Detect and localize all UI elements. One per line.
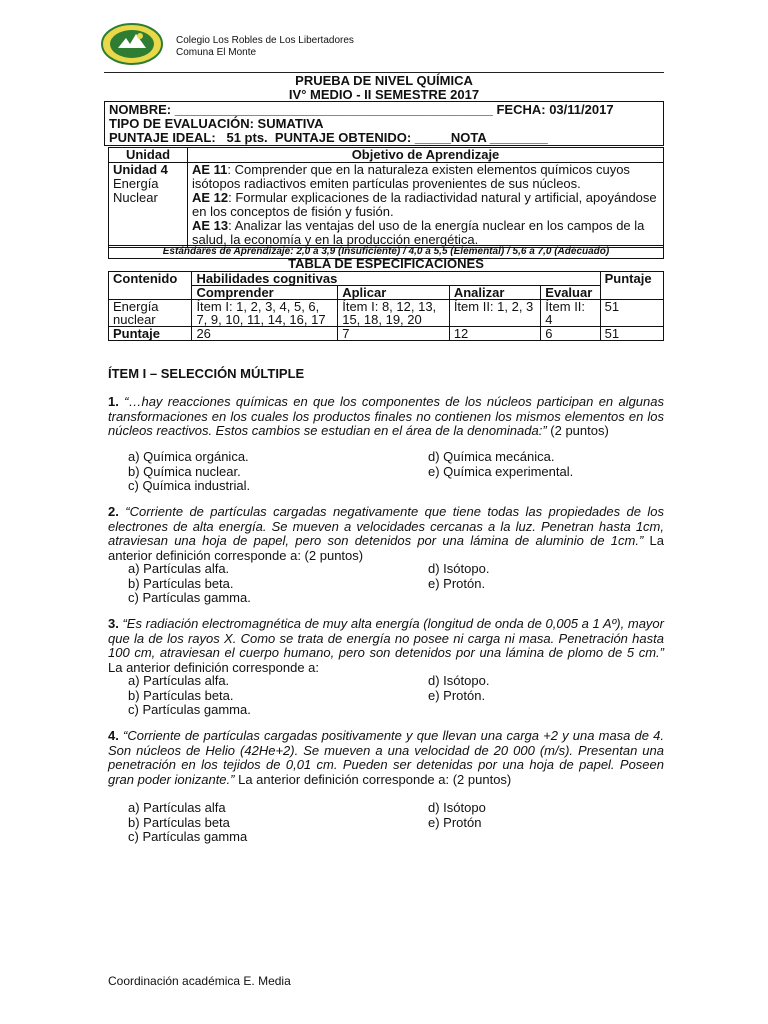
option-c[interactable]: c) Partículas gamma. <box>128 702 251 717</box>
question-1 <box>108 395 664 439</box>
school-commune: Comuna El Monte <box>176 47 257 58</box>
total-evaluar: 6 <box>541 327 600 341</box>
options-left <box>128 801 247 845</box>
question-prompt: La anterior definición corresponde a: <box>108 659 320 675</box>
option-b[interactable]: b) Partículas beta <box>128 814 230 830</box>
question-4 <box>108 729 664 787</box>
date-label: FECHA: 03/11/2017 <box>496 102 614 117</box>
unit-cell <box>109 163 188 248</box>
option-e[interactable]: e) Protón. <box>428 575 486 591</box>
option-b[interactable]: b) Partículas beta. <box>128 575 234 591</box>
option-b[interactable]: b) Partículas beta. <box>128 687 234 703</box>
unit-name-1: Energía <box>113 176 159 191</box>
ae11-text: : Comprender que en la naturaleza existen elementos químicos cuyos isótopos radiactivos emiten partículas provenientes de sus núcleos. <box>192 162 630 191</box>
objectives-cell <box>188 163 664 248</box>
exam-title: PRUEBA DE NIVEL QUÍMICA <box>295 73 473 88</box>
unit-title: Unidad 4 <box>113 162 168 177</box>
option-e[interactable]: e) Protón <box>428 814 482 830</box>
option-d[interactable]: d) Isótopo. <box>428 673 490 688</box>
school-logo <box>100 22 164 66</box>
school-info <box>176 35 354 59</box>
options-right <box>428 562 489 591</box>
objectives-header-row <box>109 148 664 163</box>
exam-subtitle: IV° MEDIO - II SEMESTRE 2017 <box>288 87 480 102</box>
question-prompt: La anterior definición corresponde a: (2 puntos) <box>234 771 512 787</box>
objectives-row <box>109 163 664 248</box>
col-contenido: Contenido <box>109 272 192 300</box>
cell-analizar: Ítem II: 1, 2, 3 <box>449 300 540 327</box>
title-block <box>104 74 664 102</box>
question-2-options <box>128 562 648 606</box>
spec-data-row <box>109 300 664 327</box>
spec-table-title: TABLA DE ESPECIFICACIONES <box>288 256 484 271</box>
col-habilidades: Habilidades cognitivas <box>192 272 600 286</box>
specifications-table <box>108 271 664 341</box>
total-aplicar: 7 <box>338 327 450 341</box>
school-name: Colegio Los Robles de Los Libertadores <box>176 35 354 46</box>
objective-ae13 <box>192 219 659 247</box>
option-c[interactable]: c) Partículas gamma. <box>128 590 251 605</box>
total-puntaje: 51 <box>600 327 663 341</box>
row-label-puntaje: Puntaje <box>109 327 192 341</box>
name-field[interactable]: ____________________________________________ <box>174 102 493 117</box>
student-info-box <box>104 101 664 146</box>
ae12-code: AE 12 <box>192 190 229 205</box>
name-row <box>109 103 659 117</box>
total-analizar: 12 <box>449 327 540 341</box>
option-d[interactable]: d) Isótopo. <box>428 561 490 576</box>
question-prompt: (2 puntos) <box>546 423 609 438</box>
question-1-options <box>128 450 648 494</box>
question-text: “…hay reacciones químicas en que los componentes de los núcleos participan en algunas transformaciones en los cuales los productos finales no contienen los mismos elementos en los núcleos reactivos. Estos cambios se estudian en el área de la denominada:” <box>108 394 664 438</box>
spec-header-row-2 <box>109 286 664 300</box>
options-right <box>428 674 489 703</box>
question-text: “Corriente de partículas cargadas positivamente y que llevan una carga +2 y una masa de 4. Son núcleos de Helio (42He+2). Se mueven a una velocidad de 20 000 (m/s). Presentan una penetración en los tejidos de 0,01 cm. Pueden ser detenidas por una hoja de papel. Poseen gran poder ionizante.” <box>108 728 664 787</box>
col-puntaje: Puntaje <box>600 272 663 300</box>
option-d[interactable]: d) Isótopo <box>428 800 486 815</box>
skill-analizar: Analizar <box>449 286 540 300</box>
question-number: 3. <box>108 616 119 631</box>
question-3-options <box>128 674 648 718</box>
item-heading: ÍTEM I – SELECCIÓN MÚLTIPLE <box>108 366 305 381</box>
learning-standards: Estándares de Aprendizaje: 2,0 a 3,9 (Insuficiente) / 4,0 a 5,5 (Elemental) / 5,6 a 7,0 (Adecuado) <box>108 245 664 259</box>
objective-ae12 <box>192 191 659 219</box>
row-label-energia: Energía nuclear <box>109 300 192 327</box>
objective-ae11 <box>192 163 659 191</box>
question-number: 4. <box>108 728 119 743</box>
objectives-table <box>108 147 664 248</box>
ae13-code: AE 13 <box>192 218 229 233</box>
skill-evaluar: Evaluar <box>541 286 600 300</box>
option-b[interactable]: b) Química nuclear. <box>128 463 241 479</box>
question-number: 2. <box>108 504 119 519</box>
unit-name-2: Nuclear <box>113 190 158 205</box>
question-text: “Es radiación electromagnética de muy alta energía (longitud de onda de 0,005 a 1 Aº), mayor que la de los rayos X. Como se trata de energía no posee ni carga ni masa. Penetración hasta 100 cm, atraviesan el cuerpo humano, pero son detenidos por una lámina de plomo de 5 cm.” <box>108 616 664 660</box>
option-a[interactable]: a) Química orgánica. <box>128 449 249 464</box>
option-e[interactable]: e) Química experimental. <box>428 463 574 479</box>
question-text: “Corriente de partículas cargadas negativamente que tiene todas las propiedades de los electrones de alta energía. Se mueven a velocidades cercanas a la luz. Penetran hasta 1cm, atraviesan una hoja de papel, pero son detenidos por una lámina de aluminio de 1cm.” <box>108 504 664 548</box>
col-objetivo: Objetivo de Aprendizaje <box>188 148 664 163</box>
ae13-text: : Analizar las ventajas del uso de la energía nuclear en los campos de la salud, la economía y en la producción energética. <box>192 218 645 247</box>
options-left <box>128 562 251 606</box>
option-a[interactable]: a) Partículas alfa <box>128 800 226 815</box>
name-label: NOMBRE: <box>109 102 172 117</box>
question-number: 1. <box>108 394 119 409</box>
ae12-text: : Formular explicaciones de la radiactividad natural y artificial, apoyándose en los conceptos de fisión y fusión. <box>192 190 657 219</box>
col-unidad: Unidad <box>109 148 188 163</box>
cell-puntaje: 51 <box>600 300 663 327</box>
skill-aplicar: Aplicar <box>338 286 450 300</box>
option-c[interactable]: c) Química industrial. <box>128 478 251 493</box>
ae11-code: AE 11 <box>192 162 228 177</box>
options-left <box>128 450 250 494</box>
evaluation-type: TIPO DE EVALUACIÓN: SUMATIVA <box>109 116 324 131</box>
option-a[interactable]: a) Partículas alfa. <box>128 561 230 576</box>
cell-aplicar: Ítem I: 8, 12, 13, 15, 18, 19, 20 <box>338 300 450 327</box>
cell-evaluar: Ítem II: 4 <box>541 300 600 327</box>
spec-total-row <box>109 327 664 341</box>
option-e[interactable]: e) Protón. <box>428 687 486 703</box>
question-prompt: La anterior definición corresponde a: (2 puntos) <box>108 533 664 563</box>
total-comprender: 26 <box>192 327 338 341</box>
cell-comprender: Ítem I: 1, 2, 3, 4, 5, 6, 7, 9, 10, 11, 14, 16, 17 <box>192 300 338 327</box>
question-3 <box>108 617 664 675</box>
spec-header-row-1 <box>109 272 664 286</box>
skill-comprender: Comprender <box>192 286 338 300</box>
question-4-options <box>128 801 648 845</box>
question-2 <box>108 505 664 563</box>
option-c[interactable]: c) Partículas gamma <box>128 829 248 844</box>
options-right <box>428 450 573 479</box>
options-right <box>428 801 486 830</box>
options-left <box>128 674 251 718</box>
option-d[interactable]: d) Química mecánica. <box>428 449 555 464</box>
score-row: PUNTAJE IDEAL: 51 pts. PUNTAJE OBTENIDO: _____NOTA ________ <box>109 130 548 145</box>
footer-text: Coordinación académica E. Media <box>108 974 291 988</box>
option-a[interactable]: a) Partículas alfa. <box>128 673 230 688</box>
